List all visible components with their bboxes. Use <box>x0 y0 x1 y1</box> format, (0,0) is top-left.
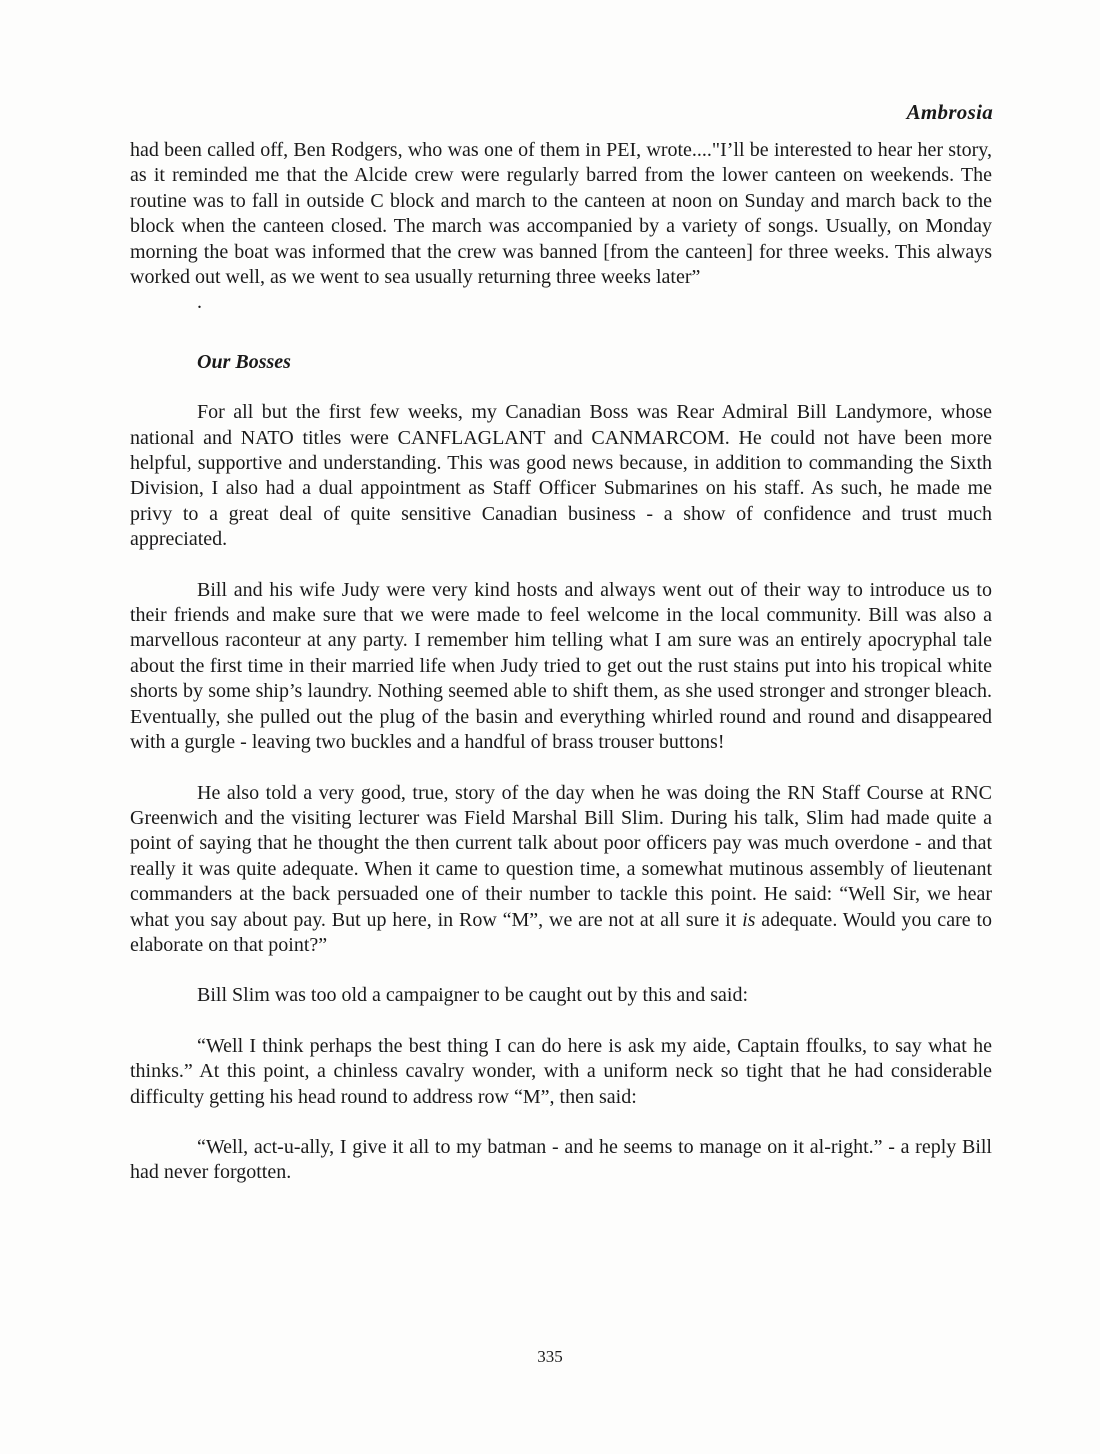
section-heading: Our Bosses <box>197 350 291 373</box>
paragraph-canadian-boss: For all but the first few weeks, my Canadian Boss was Rear Admiral Bill Landymore, whose national and NATO titles were CANFLAGLANT and CANMARCOM. He could not have been more helpful, supportive and understanding. This was good news because, in addition to commanding the Sixth Division, I also had a dual appointment as Staff Officer Submarines on his staff. As such, he made me privy to a great deal of quite sensitive Canadian business - a show of confidence and trust much appreciated. <box>130 401 992 551</box>
paragraph-aide-quote: “Well I think perhaps the best thing I can do here is ask my aide, Captain ffoulks, to say what he thinks.” At this point, a chinless cavalry wonder, with a uniform neck so tight that he had considerable difficulty getting his head round to address row “M”, then said: <box>130 1034 992 1108</box>
spacer <box>130 958 992 983</box>
stray-dot: . <box>197 291 202 314</box>
spacer <box>130 1110 992 1135</box>
emphasis-text: is <box>742 908 756 931</box>
paragraph-continued-quote: had been called off, Ben Rodgers, who was one of them in PEI, wrote...."I’ll be interested to hear her story, as it reminded me that the Alcide crew were regularly barred from the lower canteen on weekends. The routine was to fall in outside C block and march to the canteen at noon on Sunday and march back to the block when the canteen closed. The march was accompanied by a variety of songs. Usually, on Monday morning the boat was informed that the crew was banned [from the canteen] for three weeks. This always worked out well, as we went to sea usually returning three weeks later” <box>130 139 992 289</box>
spacer <box>130 553 992 578</box>
spacer <box>130 375 992 400</box>
paragraph-staff-course-story <box>130 781 992 959</box>
page-number: 335 <box>537 1347 563 1366</box>
paragraph-batman-quote: “Well, act-u-ally, I give it all to my batman - and he seems to manage on it al-right.” - a reply Bill had never forgotten. <box>130 1135 992 1184</box>
spacer <box>130 1009 992 1034</box>
spacer <box>130 316 992 350</box>
body-text <box>130 138 992 1186</box>
paragraph-slim-reply: Bill Slim was too old a campaigner to be caught out by this and said: <box>197 984 749 1007</box>
paragraph-text: He also told a very good, true, story of the day when he was doing the RN Staff Course at RNC Greenwich and the visiting lecturer was Field Marshal Bill Slim. During his talk, Slim had made quite a point of saying that he thought the then current talk about poor officers pay was much overdone - and that really it was quite adequate. When it came to question time, a somewhat mutinous assembly of lieutenant commanders at the back persuaded one of their number to tackle this point. He said: “Well Sir, we hear what you say about pay. But up here, in Row “M”, we are not at all sure it <box>130 781 992 931</box>
running-head-title: Ambrosia <box>906 100 993 124</box>
paragraph-bill-and-judy: Bill and his wife Judy were very kind hosts and always went out of their way to introduce us to their friends and make sure that we were made to feel welcome in the local community. Bill was also a marvellous raconteur at any party. I remember him telling what I am sure was an entirely apocryphal tale about the first time in their married life when Judy tried to get out the rust stains put into his tropical white shorts by some ship’s laundry. Nothing seemed able to shift them, as she used stronger and stronger bleach. Eventually, she pulled out the plug of the basin and everything whirled round and round and disappeared with a gurgle - leaving two buckles and a handful of brass trouser buttons! <box>130 578 992 754</box>
paragraph-text: adequate. Would you care to elaborate on that point?” <box>130 908 993 956</box>
spacer <box>130 756 992 781</box>
